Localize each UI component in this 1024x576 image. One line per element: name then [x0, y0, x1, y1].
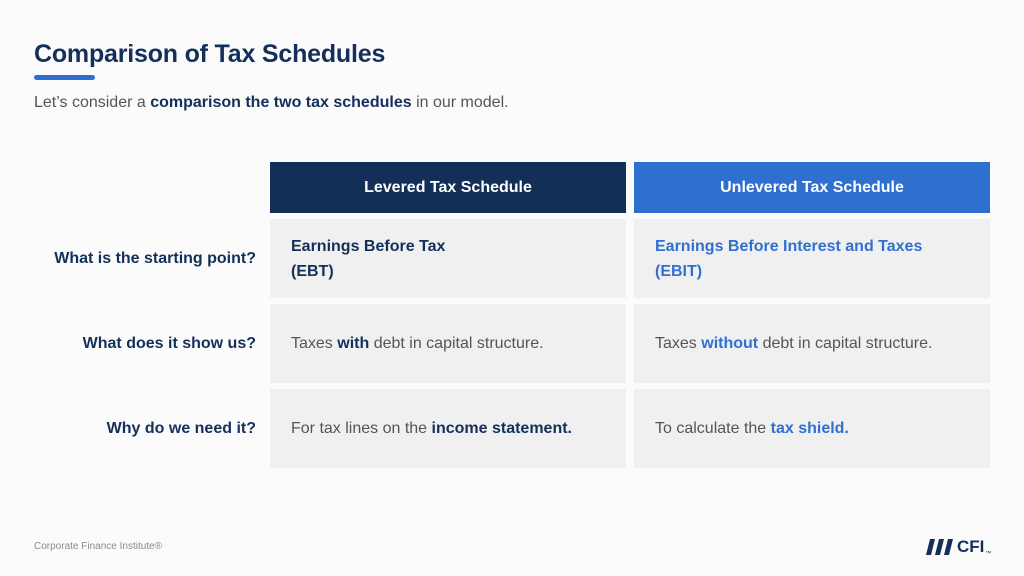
cell-line: (EBIT) [655, 262, 703, 280]
row-label-starting-point: What is the starting point? [54, 249, 256, 267]
cell-text-pre: Taxes [655, 335, 702, 352]
logo-trademark: ™ [985, 551, 992, 557]
cell-text-pre: Taxes [291, 335, 338, 352]
cfi-stripes-logo-icon [926, 539, 954, 555]
cell-text-bold: income statement. [431, 420, 572, 437]
cell-levered-why-needed [270, 389, 626, 468]
slide-subtitle [34, 94, 509, 112]
cell-levered-what-it-shows [270, 304, 626, 383]
subtitle-bold: comparison the two tax schedules [150, 94, 412, 111]
cell-unlevered-starting-point [634, 219, 990, 298]
cell-line: (EBT) [291, 262, 334, 280]
cell-text-pre: To calculate the [655, 420, 771, 437]
logo-text: CFI [957, 537, 985, 556]
cell-line: Earnings Before Tax [291, 237, 446, 255]
row-label-why-needed: Why do we need it? [106, 419, 256, 437]
cell-text-bold: with [337, 335, 370, 352]
header-levered: Levered Tax Schedule [270, 162, 626, 213]
subtitle-pre: Let’s consider a [34, 94, 151, 111]
cfi-logo [926, 537, 991, 557]
cell-unlevered-why-needed [634, 389, 990, 468]
cell-line: Earnings Before Interest and Taxes [655, 237, 923, 255]
header-unlevered: Unlevered Tax Schedule [634, 162, 990, 213]
cell-text-bold: without [701, 335, 759, 352]
title-underline [34, 75, 95, 80]
footer-copyright: Corporate Finance Institute® [34, 541, 162, 552]
cell-levered-starting-point [270, 219, 626, 298]
row-label-what-it-shows: What does it show us? [82, 334, 256, 352]
cell-text-bold: tax shield. [770, 420, 849, 437]
subtitle-post: in our model. [411, 94, 509, 111]
cell-text-post: debt in capital structure. [758, 335, 933, 352]
slide-title: Comparison of Tax Schedules [34, 40, 386, 68]
cell-unlevered-what-it-shows [634, 304, 990, 383]
cell-text-pre: For tax lines on the [291, 420, 432, 437]
cell-text-post: debt in capital structure. [369, 335, 544, 352]
